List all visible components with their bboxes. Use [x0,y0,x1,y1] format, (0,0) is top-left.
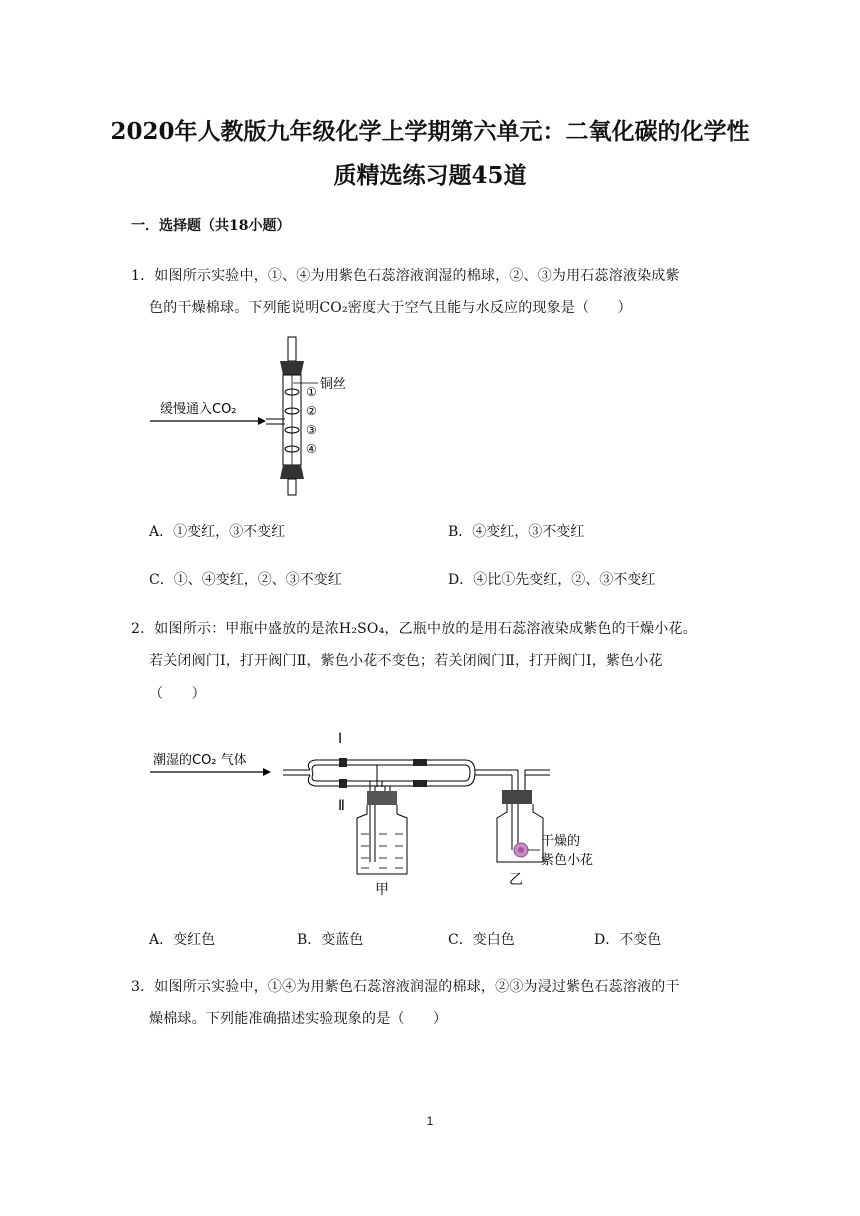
q2-bottle-b-label: 乙 [509,872,523,888]
question-2-option-a: A．变红色 [149,932,216,948]
question-3-line-2: 燥棉球。下列能准确描述实验现象的是（ ） [149,1011,448,1027]
q1-ball-1-label: ① [306,385,317,399]
page-title-line-2: 质精选练习题45道 [333,162,527,189]
question-2-option-b: B．变蓝色 [297,932,364,948]
q1-wire-label: 铜丝 [320,377,347,392]
question-2-figure [145,722,594,902]
question-2-line-3: （ ） [149,686,206,702]
section-heading: 一．选择题（共18小题） [131,218,291,234]
q1-ball-4-label: ④ [306,442,317,456]
q2-valve-2-label: Ⅱ [338,798,345,814]
question-2-option-c: C．变白色 [448,932,515,948]
q2-bottle-a-label: 甲 [375,882,389,898]
q1-ball-2-label: ② [306,404,317,418]
question-2-line-2: 若关闭阀门Ⅰ，打开阀门Ⅱ，紫色小花不变色；若关闭阀门Ⅱ，打开阀门Ⅰ，紫色小花 [149,653,663,669]
question-1-option-c: C．①、④变红，②、③不变红 [149,572,342,588]
page-number: 1 [426,1114,434,1128]
question-3-line-1: 3．如图所示实验中，①④为用紫色石蕊溶液润湿的棉球，②③为浸过紫色石蕊溶液的干 [131,979,680,995]
q2-gas-label: 潮湿的CO₂ 气体 [153,753,247,768]
question-1-option-d: D．④比①先变红，②、③不变红 [448,572,656,588]
q2-valve-1-label: Ⅰ [338,731,343,747]
question-2-line-1: 2．如图所示：甲瓶中盛放的是浓H₂SO₄，乙瓶中放的是用石蕊溶液染成紫色的干燥小花。 [131,621,697,637]
page-title-line-1: 2020年人教版九年级化学上学期第六单元：二氧化碳的化学性 [110,118,750,145]
q2-flower-label-1: 干燥的 [541,834,581,849]
q1-gas-label: 缓慢通入CO₂ [160,402,237,417]
q2-flower-label-2: 紫色小花 [541,853,594,868]
q1-ball-3-label: ③ [306,423,317,437]
question-1-line-2: 色的干燥棉球。下列能说明CO₂密度大于空气且能与水反应的现象是（ ） [149,300,632,316]
question-1-option-b: B．④变红，③不变红 [448,524,585,540]
question-1-figure [140,335,380,495]
question-1-option-a: A．①变红，③不变红 [149,524,286,540]
question-2-option-d: D．不变色 [594,932,662,948]
question-1-line-1: 1．如图所示实验中，①、④为用紫色石蕊溶液润湿的棉球，②、③为用石蕊溶液染成紫 [131,268,680,284]
